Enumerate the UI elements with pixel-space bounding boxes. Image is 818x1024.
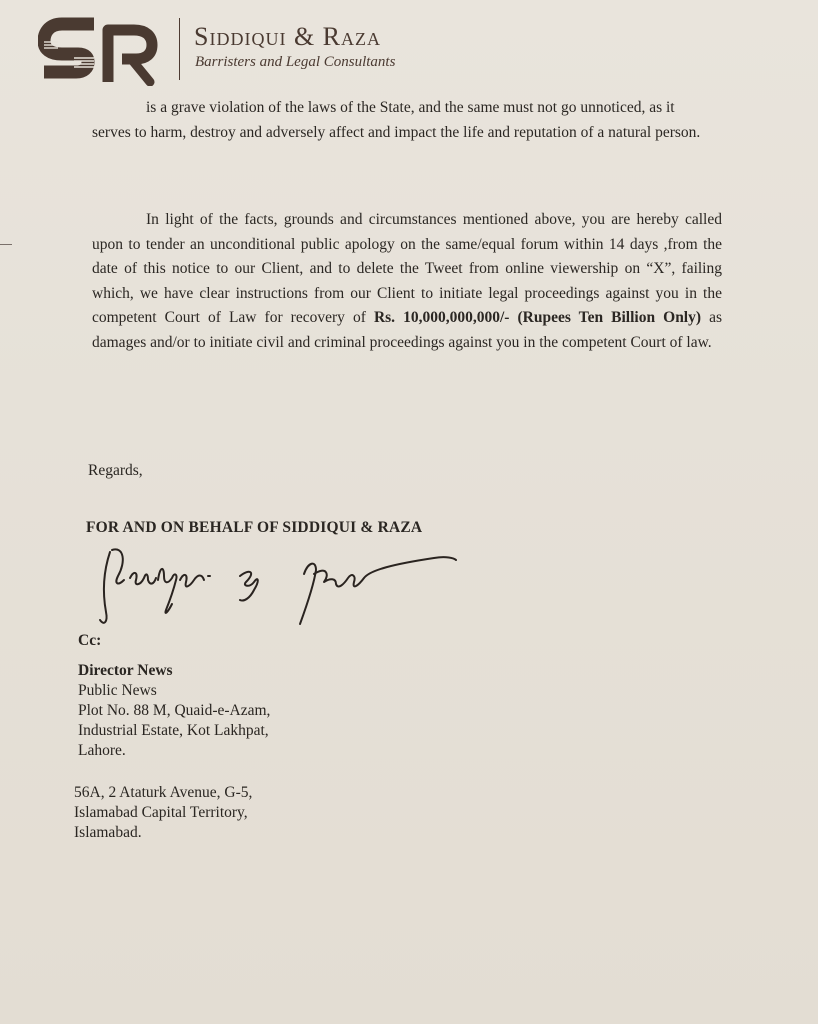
signature (94, 540, 474, 636)
paragraph-1-line-1: is a grave violation of the laws of the State, and the same must not go unnoticed, as it (146, 99, 675, 116)
recipient-line-4: Lahore. (78, 742, 126, 759)
sr-monogram-icon (38, 14, 160, 86)
paragraph-1-continuation: serves to harm, destroy and adversely affect and impact the life and reputation of a natural person. (92, 123, 701, 141)
letterhead-divider (179, 18, 180, 80)
paragraph-2-ending: as damages and/or to initiate civil and criminal proceedings against you in the competent Court of law. (92, 309, 723, 351)
body-paragraph-2 (92, 208, 722, 355)
cc-recipient (78, 661, 270, 761)
address-line-2: Islamabad Capital Territory, (74, 804, 248, 821)
recipient-name: Director News (78, 662, 173, 679)
second-address (74, 783, 252, 843)
address-line-3: Islamabad. (74, 824, 142, 841)
margin-mark (0, 244, 12, 245)
firm-tagline: Barristers and Legal Consultants (195, 54, 396, 70)
on-behalf-line: FOR AND ON BEHALF OF SIDDIQUI & RAZA (86, 519, 423, 536)
recipient-line-1: Public News (78, 682, 157, 699)
firm-name: Siddiqui & Raza (194, 22, 381, 51)
recipient-line-2: Plot No. 88 M, Quaid-e-Azam, (78, 702, 271, 719)
body-paragraph-1 (92, 96, 720, 145)
signature-icon (94, 540, 474, 636)
cc-label: Cc: (78, 632, 102, 649)
firm-logo (38, 14, 160, 86)
regards: Regards, (88, 462, 143, 479)
address-line-1: 56A, 2 Ataturk Avenue, G-5, (74, 784, 253, 801)
damages-amount: Rs. 10,000,000,000/- (Rupees Ten Billion Only) (373, 309, 702, 326)
paragraph-2-text: In light of the facts, grounds and circumstances mentioned above, you are hereby called upon to tender an unconditional public apology on the same/equal forum within 14 days ,from the date of this notice to our Client, and to delete the Tweet from online viewership on “X”, failing which, we have clear instructions from our Client to initiate legal proceedings against you in the competent Court of Law for recovery of (92, 211, 722, 326)
recipient-line-3: Industrial Estate, Kot Lakhpat, (78, 722, 269, 739)
